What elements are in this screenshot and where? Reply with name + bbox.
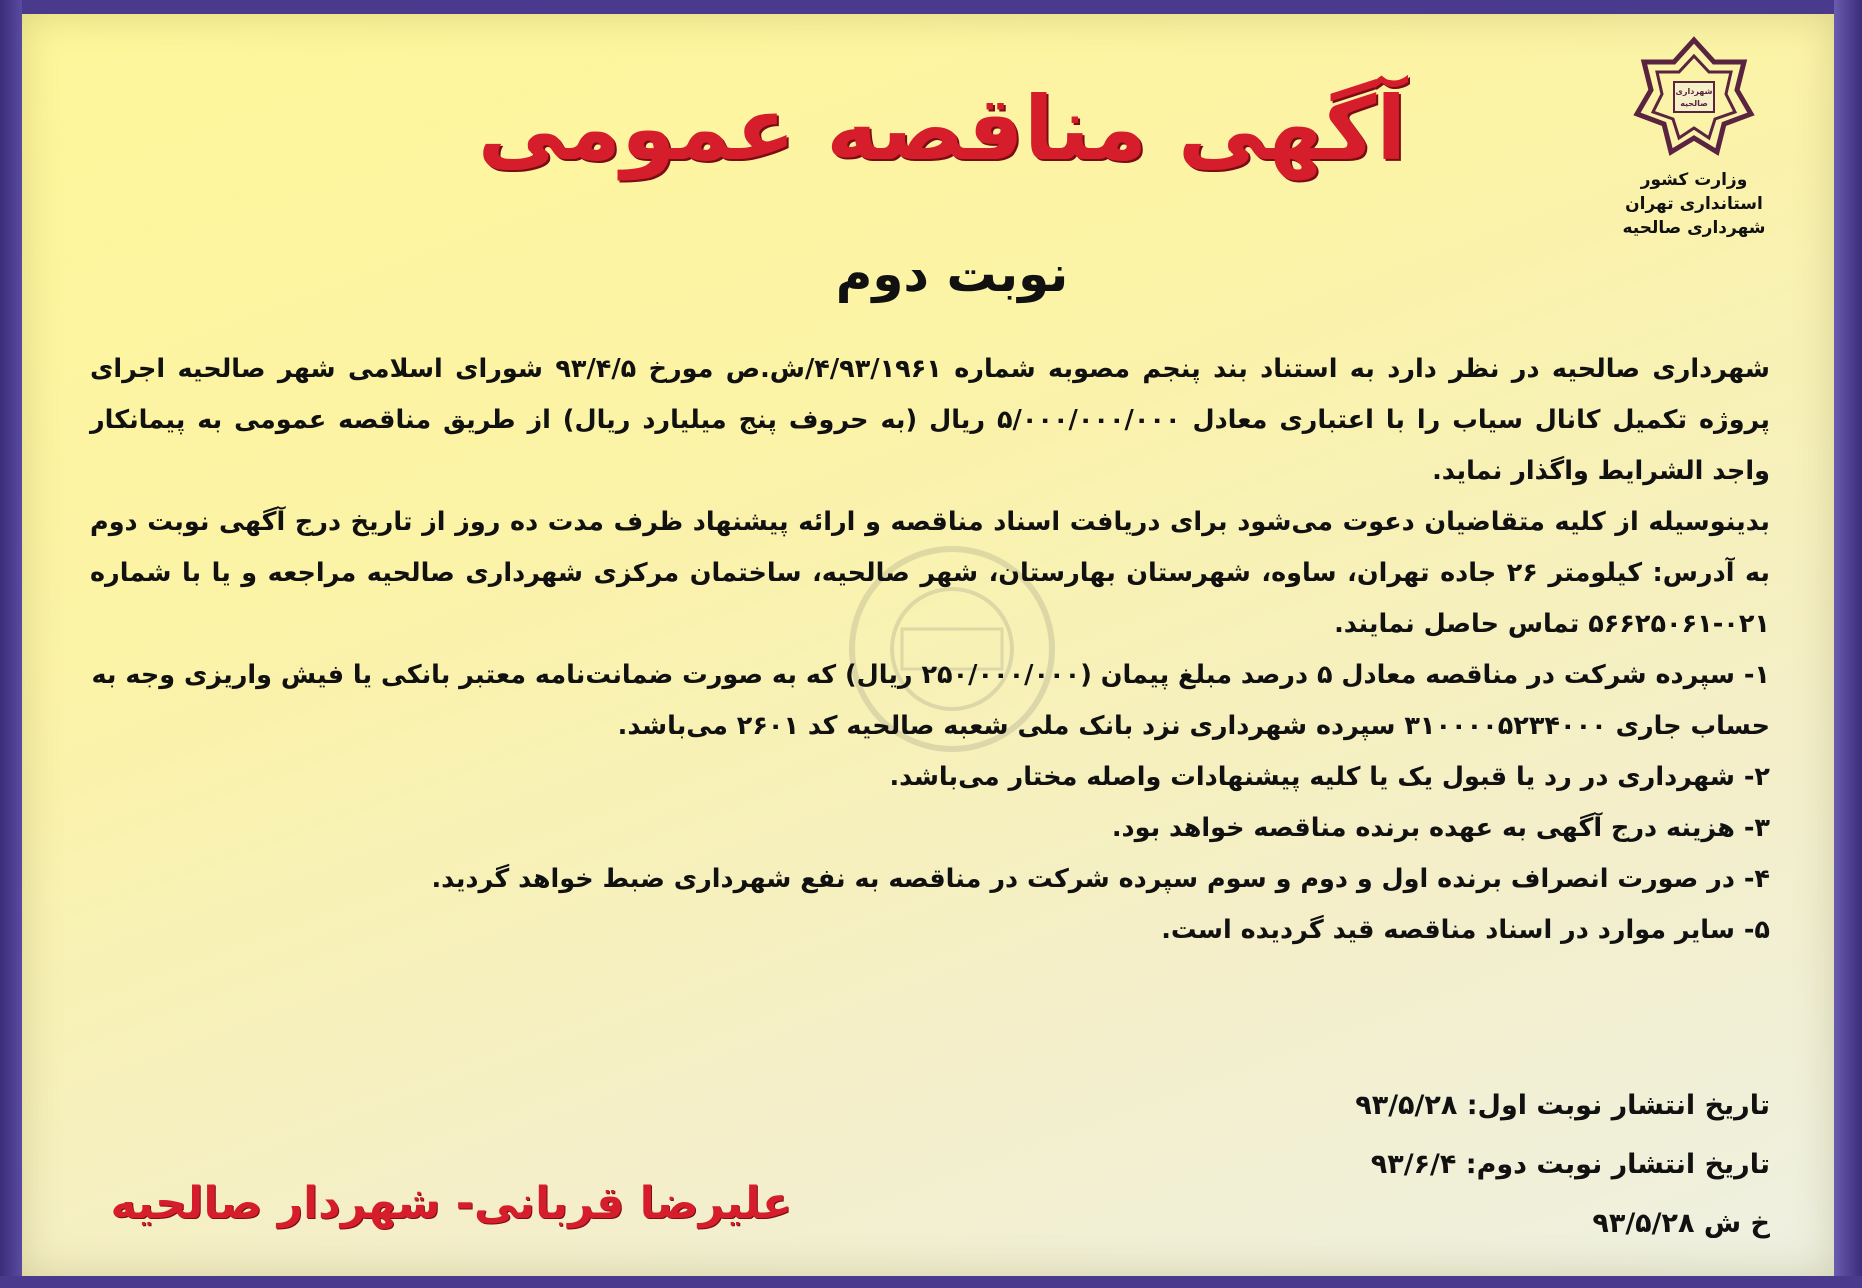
notice-paper [22,14,1834,1276]
issuer-block [1594,32,1794,240]
condition-item-3: ۳- هزینه درج آگهی به عهده برنده مناقصه خواهد بود. [1111,813,1770,843]
invitation-paragraph: بدینوسیله از کلیه متقاضیان دعوت می‌شود برای دریافت اسناد مناقصه و ارائه پیشنهاد ظرف مدت ده روز از تاریخ درج آگهی نوبت دوم به آدرس: کیلومتر ۲۶ جاده تهران، ساوه، شهرستان بهارستان، شهر صالحیه، ساختمان مرکزی شهرداری صالحیه مراجعه و یا با شماره ۰۲۱-۵۶۶۲۵۰۶۱ تماس حاصل نمایند. [90,507,1770,639]
issuer-governorate: استانداری تهران [1625,194,1763,214]
municipality-logo-icon [1629,32,1759,162]
issuer-lines [1594,168,1794,240]
frame-bottom [0,1276,1862,1288]
notice-code: خ ش ۹۳/۵/۲۸ [1592,1208,1770,1239]
notice-body [90,344,1770,956]
second-publication-date: تاریخ انتشار نوبت دوم: ۹۳/۶/۴ [1370,1149,1770,1180]
issuer-municipality: شهرداری صالحیه [1622,218,1766,238]
notice-title: آگهی مناقصه عمومی [477,77,1407,180]
first-publication-date: تاریخ انتشار نوبت اول: ۹۳/۵/۲۸ [1355,1090,1770,1121]
logo-text-line-2: صالحیه [1680,99,1708,108]
frame-top [0,0,1862,14]
frame-left [0,0,22,1288]
condition-item-1: ۱- سپرده شرکت در مناقصه معادل ۵ درصد مبلغ پیمان (۲۵۰/۰۰۰/۰۰۰ ریال) که به صورت ضمانت‌نامه معتبر بانکی یا فیش واریزی وجه به حساب جاری ۳۱۰۰۰۰۵۲۳۴۰۰۰ سپرده شهرداری نزد بانک ملی شعبه صالحیه کد ۲۶۰۱ می‌باشد. [91,660,1770,741]
notice-subtitle: نوبت دوم [835,245,1069,303]
condition-item-2: ۲- شهرداری در رد یا قبول یک یا کلیه پیشنهادات واصله مختار می‌باشد. [889,762,1770,792]
publication-dates [870,1076,1770,1253]
condition-item-5: ۵- سایر موارد در اسناد مناقصه قید گردیده است. [1161,915,1770,945]
condition-item-4: ۴- در صورت انصراف برنده اول و دوم و سوم سپرده شرکت در مناقصه به نفع شهرداری ضبط خواهد گردید. [431,864,1770,894]
issuer-ministry: وزارت کشور [1640,170,1748,190]
intro-paragraph: شهرداری صالحیه در نظر دارد به استناد بند پنجم مصوبه شماره ۴/۹۳/۱۹۶۱/ش.ص مورخ ۹۳/۴/۵ شورای اسلامی شهر صالحیه اجرای پروژه تکمیل کانال سیاب را با اعتباری معادل ۵/۰۰۰/۰۰۰/۰۰۰ ریال (به حروف پنج میلیارد ریال) از طریق مناقصه عمومی به پیمانکار واجد الشرایط واگذار نماید. [90,354,1770,486]
frame-right [1834,0,1862,1288]
logo-text-line-1: شهرداری [1675,87,1713,96]
mayor-signature: علیرضا قربانی- شهردار صالحیه [110,1178,792,1229]
